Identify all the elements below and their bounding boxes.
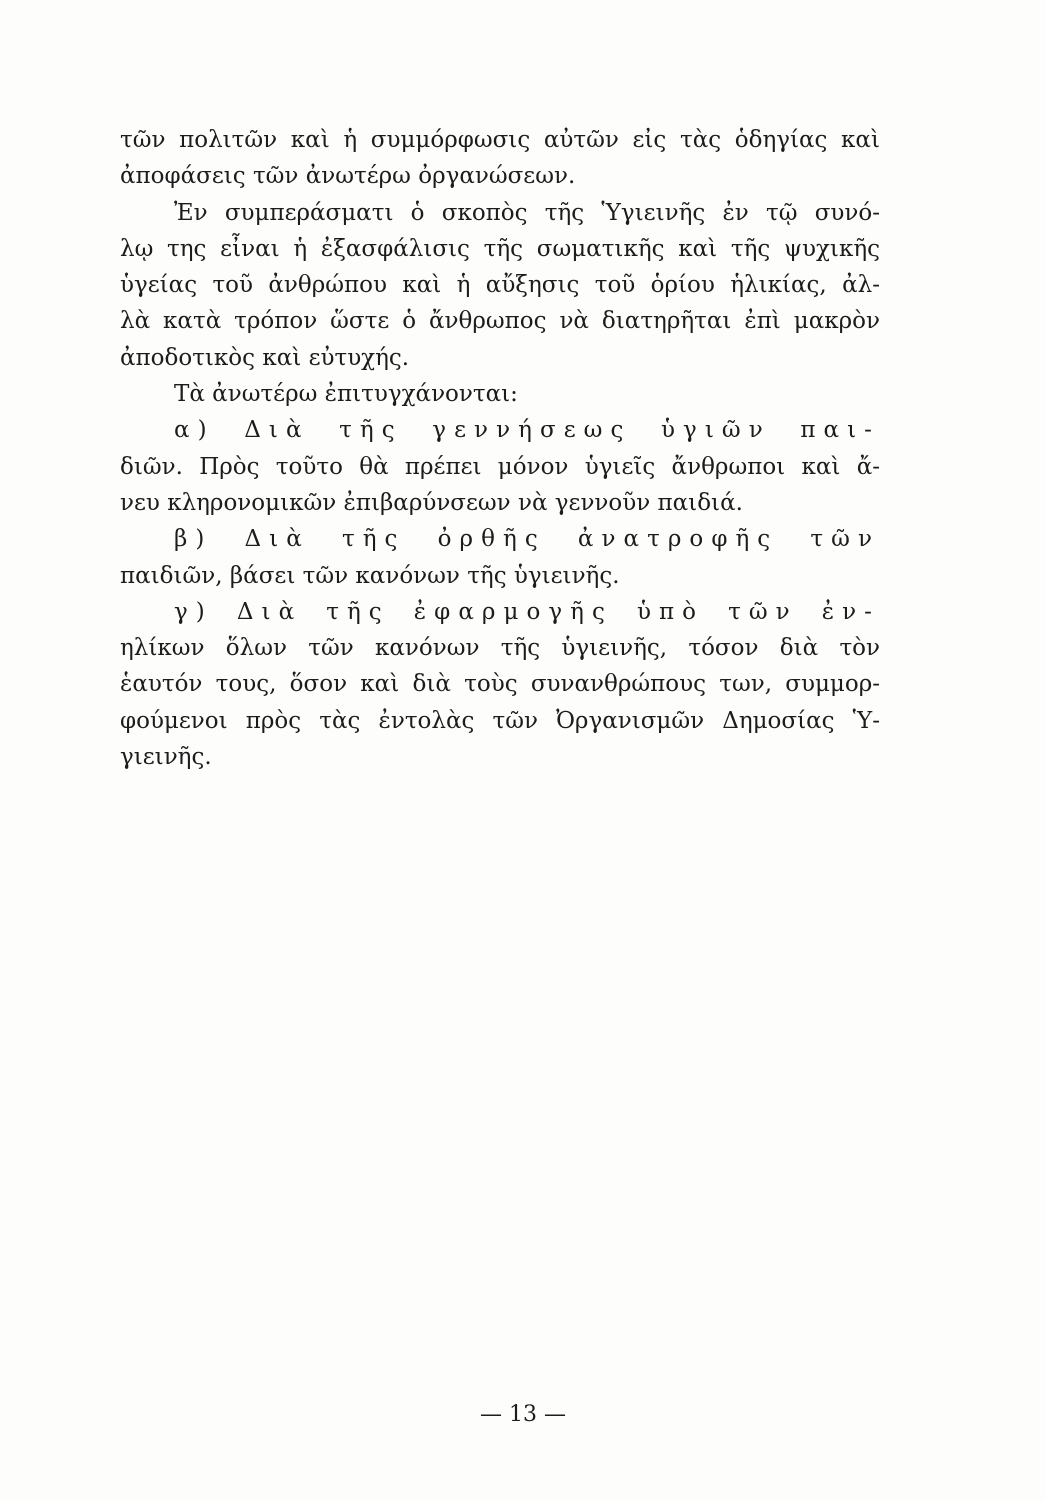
page-number: — 13 — bbox=[480, 1402, 566, 1427]
text-line bbox=[120, 630, 880, 666]
paragraph-indent bbox=[120, 412, 174, 448]
text-line-content: ἀποδοτικὸς καὶ εὐτυχής. bbox=[120, 344, 410, 371]
text-line-content: ἀποφάσεις τῶν ἀνωτέρω ὀργανώσεων. bbox=[120, 163, 576, 190]
paragraph-indent bbox=[120, 195, 174, 231]
text-line bbox=[120, 594, 880, 630]
paragraph-indent bbox=[120, 594, 174, 630]
text-line-content: ὑγείας τοῦ ἀνθρώπου καὶ ἡ αὔξησις τοῦ ὁρίου ἡλικίας, ἀλ- bbox=[120, 272, 880, 299]
text-line-content: παιδιῶν, βάσει τῶν κανόνων τῆς ὑγιεινῆς. bbox=[120, 562, 620, 589]
text-line-content: λῳ της εἶναι ἡ ἐξασφάλισις τῆς σωματικῆς καὶ τῆς ψυχικῆς bbox=[120, 235, 880, 262]
text-line-content: ἑαυτόν τους, ὅσον καὶ διὰ τοὺς συνανθρώπους των, συμμορ- bbox=[120, 671, 880, 698]
text-line-content: τῶν πολιτῶν καὶ ἡ συμμόρφωσις αὐτῶν εἰς τὰς ὁδηγίας καὶ bbox=[120, 127, 880, 153]
text-line-content: διῶν. Πρὸς τοῦτο θὰ πρέπει μόνον ὑγιεῖς ἄνθρωποι καὶ ἄ- bbox=[120, 453, 880, 480]
text-line bbox=[120, 267, 880, 303]
text-line bbox=[120, 195, 880, 231]
paragraph-indent bbox=[120, 521, 174, 557]
text-line bbox=[120, 340, 880, 376]
text-line bbox=[120, 122, 880, 158]
text-line-content: νευ κληρονομικῶν ἐπιβαρύνσεων νὰ γεννοῦν παιδιά. bbox=[120, 489, 743, 516]
text-line-content: Τὰ ἀνωτέρω ἐπιτυγχάνονται: bbox=[174, 381, 518, 408]
text-line-content: γ) Διὰ τῆς ἐφαρμογῆς ὑπὸ τῶν ἐν- bbox=[174, 598, 880, 625]
text-line bbox=[120, 739, 880, 775]
text-line bbox=[120, 158, 880, 194]
body-text bbox=[120, 122, 880, 775]
text-line-content: Ἐν συμπεράσματι ὁ σκοπὸς τῆς Ὑγιεινῆς ἐν τῷ συνό- bbox=[174, 199, 880, 226]
text-line-content: φούμενοι πρὸς τὰς ἐντολὰς τῶν Ὀργανισμῶν Δημοσίας Ὑ- bbox=[120, 707, 880, 734]
text-line-content: α) Διὰ τῆς γεννήσεως ὑγιῶν παι- bbox=[174, 417, 880, 444]
text-line bbox=[120, 303, 880, 339]
text-line bbox=[120, 666, 880, 702]
text-line-content: λὰ κατὰ τρόπον ὥστε ὁ ἄνθρωπος νὰ διατηρῆται ἐπὶ μακρὸν bbox=[120, 308, 880, 335]
text-line bbox=[120, 376, 880, 412]
text-line-content: γιεινῆς. bbox=[120, 744, 212, 771]
text-line bbox=[120, 485, 880, 521]
text-line bbox=[120, 412, 880, 448]
text-line bbox=[120, 449, 880, 485]
text-line bbox=[120, 703, 880, 739]
text-line-content: ηλίκων ὅλων τῶν κανόνων τῆς ὑγιεινῆς, τόσον διὰ τὸν bbox=[120, 635, 880, 662]
text-line bbox=[120, 558, 880, 594]
text-line bbox=[120, 231, 880, 267]
text-line bbox=[120, 521, 880, 557]
text-line-content: β) Διὰ τῆς ὀρθῆς ἀνατροφῆς τῶν bbox=[174, 526, 880, 553]
paragraph-indent bbox=[120, 376, 174, 412]
